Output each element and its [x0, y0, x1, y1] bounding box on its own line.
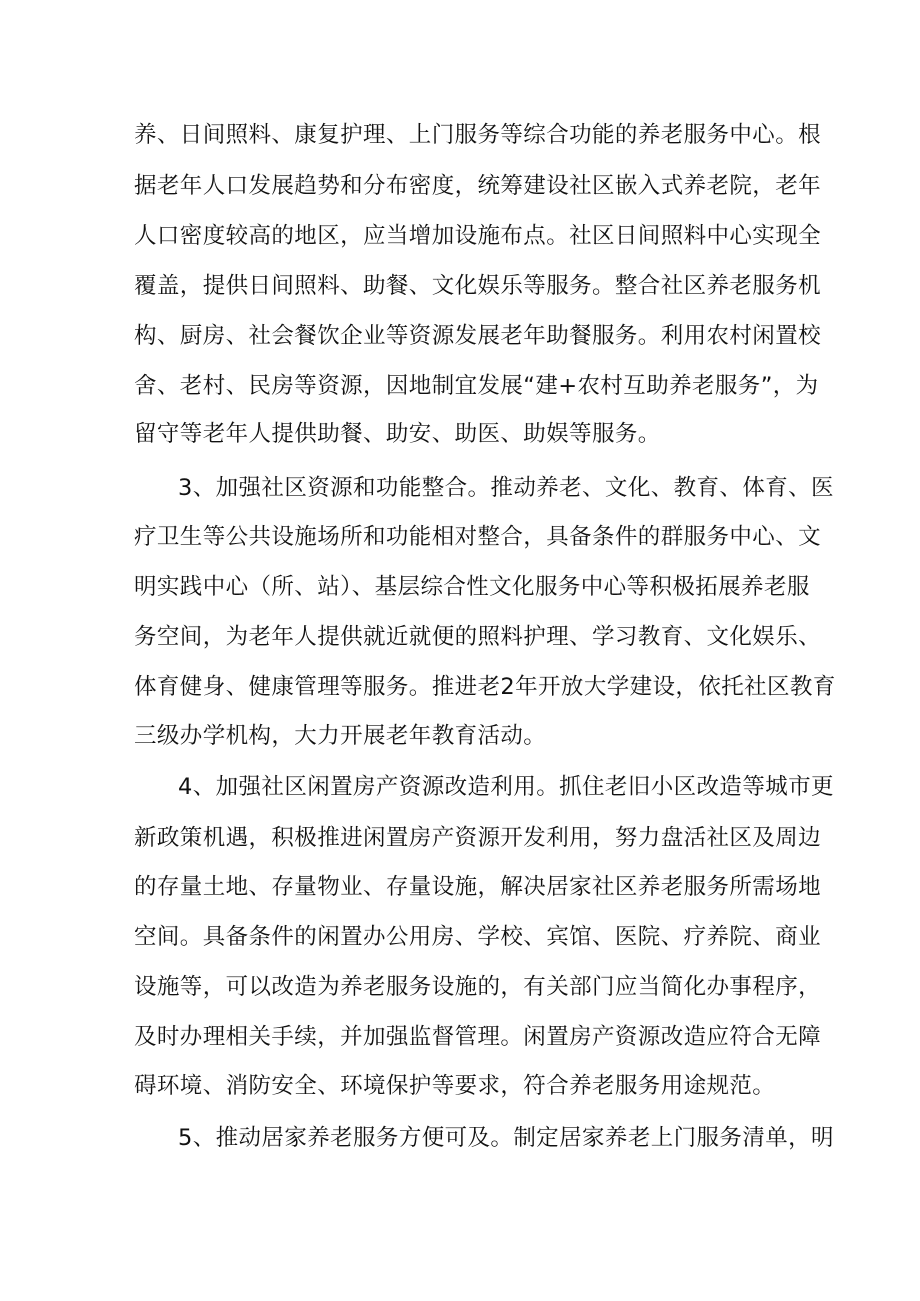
text-line: 3、加强社区资源和功能整合。推动养老、文化、教育、体育、医 — [178, 475, 834, 501]
text-line: 5、推动居家养老服务方便可及。制定居家养老上门服务清单，明 — [178, 1125, 834, 1151]
text-line: 碍环境、消防安全、环境保护等要求，符合养老服务用途规范。 — [134, 1073, 776, 1099]
text-line: 构、厨房、社会餐饮企业等资源发展老年助餐服务。利用农村闲置校 — [134, 323, 822, 349]
text-line: 舍、老村、民房等资源，因地制宜发展“建+农村互助养老服务”，为 — [134, 373, 819, 399]
text-line: 留守等老年人提供助餐、助安、助医、助娱等服务。 — [134, 421, 661, 447]
text-line: 体育健身、健康管理等服务。推进老2年开放大学建设，依托社区教育 — [134, 674, 836, 700]
text-line: 设施等，可以改造为养老服务设施的，有关部门应当简化办事程序， — [134, 974, 822, 1000]
text-line: 4、加强社区闲置房产资源改造利用。抓住老旧小区改造等城市更 — [178, 774, 834, 800]
text-line: 及时办理相关手续，并加强监督管理。闲置房产资源改造应符合无障 — [134, 1024, 822, 1050]
text-line: 务空间，为老年人提供就近就便的照料护理、学习教育、文化娱乐、 — [134, 624, 822, 650]
text-line: 明实践中心（所、站）、基层综合性文化服务中心等积极拓展养老服 — [134, 574, 810, 600]
text-line: 疗卫生等公共设施场所和功能相对整合，具备条件的群服务中心、文 — [134, 524, 822, 550]
text-line: 覆盖，提供日间照料、助餐、文化娱乐等服务。整合社区养老服务机 — [134, 273, 822, 299]
text-line: 养、日间照料、康复护理、上门服务等综合功能的养老服务中心。根 — [134, 122, 822, 148]
text-line: 的存量土地、存量物业、存量设施，解决居家社区养老服务所需场地 — [134, 874, 822, 900]
text-line: 三级办学机构，大力开展老年教育活动。 — [134, 723, 547, 749]
text-line: 人口密度较高的地区，应当增加设施布点。社区日间照料中心实现全 — [134, 223, 822, 249]
text-line: 新政策机遇，积极推进闲置房产资源开发利用，努力盘活社区及周边 — [134, 825, 822, 851]
text-line: 空间。具备条件的闲置办公用房、学校、宾馆、医院、疗养院、商业 — [134, 924, 822, 950]
text-line: 据老年人口发展趋势和分布密度，统筹建设社区嵌入式养老院，老年 — [134, 173, 822, 199]
